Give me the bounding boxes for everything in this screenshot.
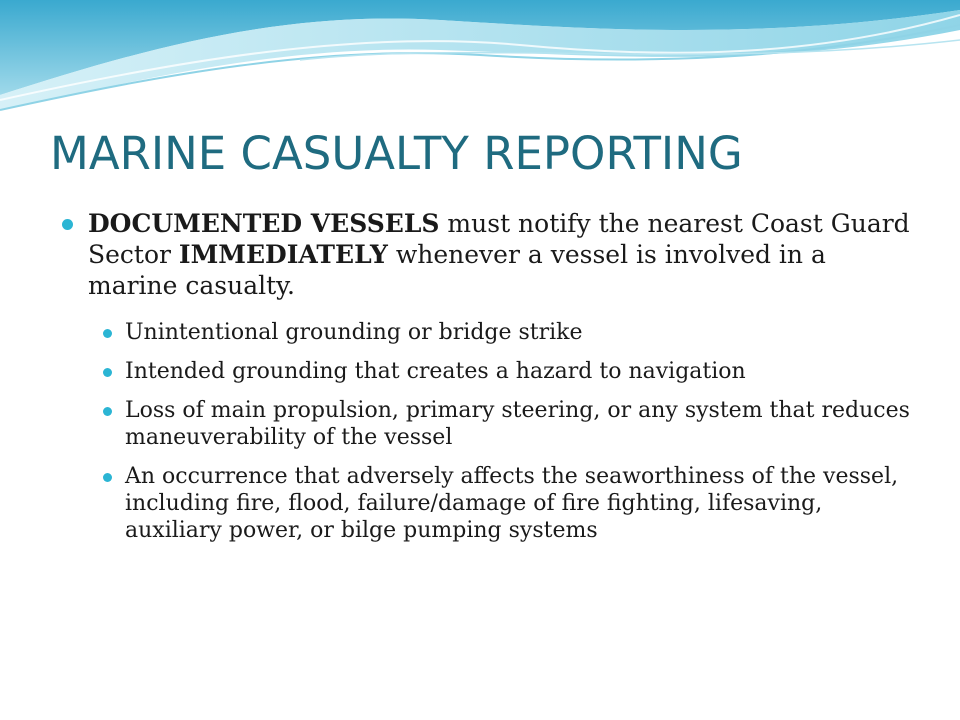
sub-bullet-item <box>103 358 922 385</box>
bullet-dot <box>103 329 112 338</box>
sub-bullet-text: Loss of main propulsion, primary steering, or any system that reduces maneuverability of the vessel <box>125 398 910 450</box>
sub-bullet-text: Unintentional grounding or bridge strike <box>125 320 583 345</box>
main-point-emphasis: DOCUMENTED VESSELS <box>88 209 440 238</box>
bullet-dot <box>103 407 112 416</box>
sub-bullet-item <box>103 463 922 544</box>
main-point-text-2: whenever a vessel is involved in a marine casualty. <box>88 240 826 300</box>
bullet-dot <box>103 473 112 482</box>
sub-bullet-text: Intended grounding that creates a hazard to navigation <box>125 359 746 384</box>
sub-bullet-item <box>103 397 922 451</box>
bullet-dot <box>62 219 73 230</box>
sub-bullet-item <box>103 319 922 346</box>
main-point-text: must notify the nearest Coast Guard Sector <box>88 209 910 269</box>
main-point-emphasis-2: IMMEDIATELY <box>178 240 388 269</box>
slide-title: MARINE CASUALTY REPORTING <box>50 127 743 180</box>
bullet-dot <box>103 368 112 377</box>
content-area <box>62 208 922 556</box>
sub-bullet-text: An occurrence that adversely affects the seaworthiness of the vessel, including fire, flood, failure/damage of fire fighting, lifesaving, auxiliary power, or bilge pumping systems <box>125 464 899 543</box>
main-bullet-item <box>62 208 922 301</box>
sub-bullet-list <box>62 319 922 544</box>
